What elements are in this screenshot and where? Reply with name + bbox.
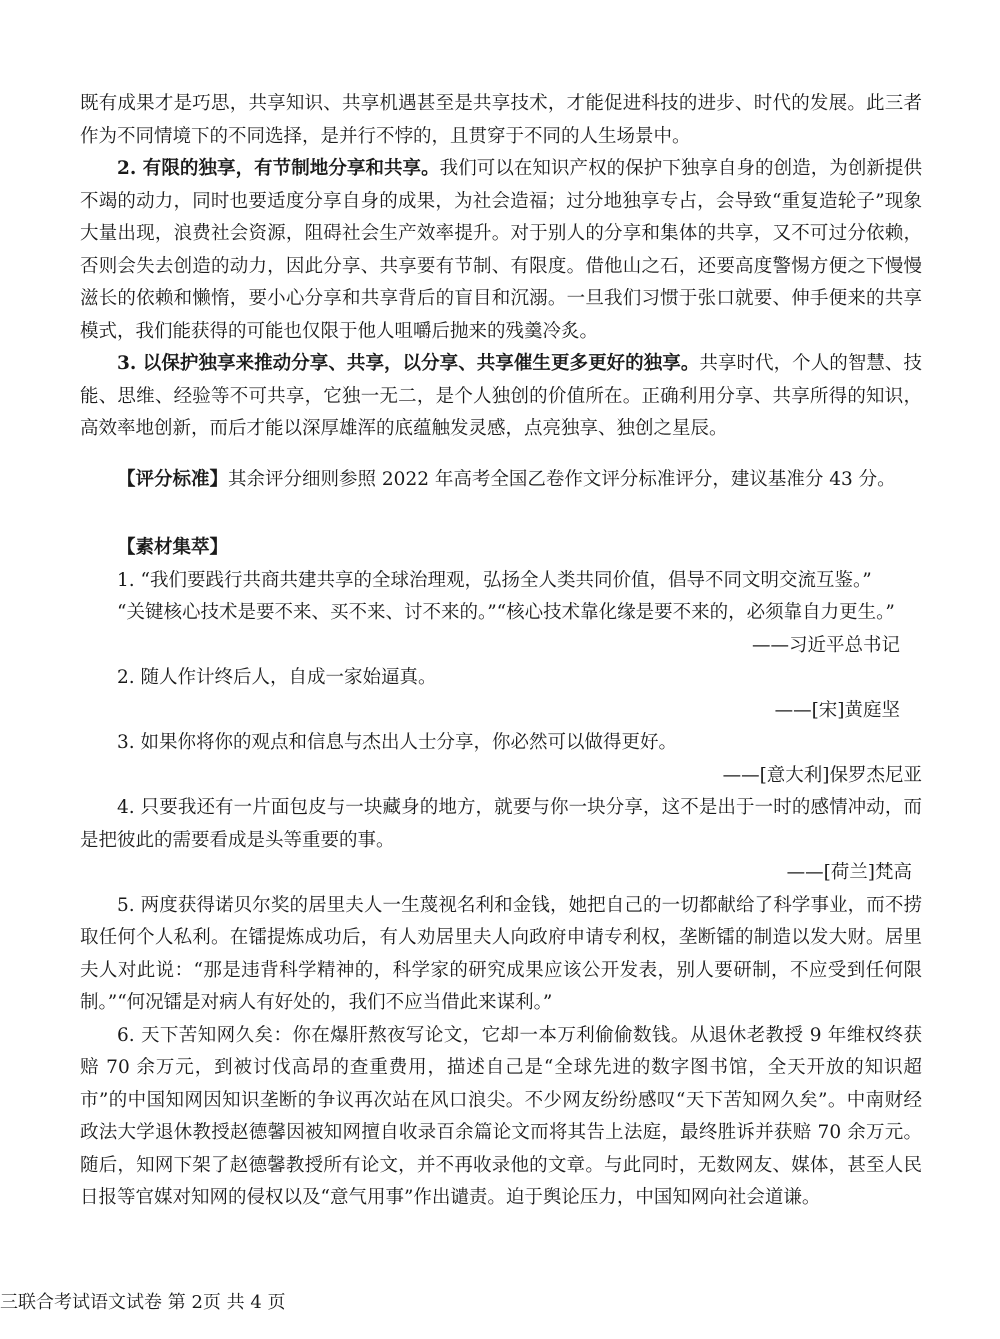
- point-2-heading: 2. 有限的独享，有节制地分享和共享。: [117, 158, 440, 179]
- material-3-text: 3. 如果你将你的观点和信息与杰出人士分享，你必然可以做得更好。: [117, 732, 678, 753]
- scoring-text: 其余评分细则参照 2022 年高考全国乙卷作文评分标准评分，建议基准分 43 分。: [228, 468, 896, 490]
- material-1-attribution: ——习近平总书记: [751, 634, 900, 656]
- point-2-text: 我们可以在知识产权的保护下独享自身的创造，为创新提供不竭的动力，同时也要适度分享自身的成果，为社会造福；过分地独享专占，会导致“重复造轮子”现象大量出现，浪费社会资源，阻碍社会生产效率提升。对于别人的分享和集体的共享，又不可过分依赖，否则会失去创造的动力，因此分享、共享要有节制、有限度。借他山之石，还要高度警惕方便之下慢慢滋长的依赖和懒惰，要小心分享和共享背后的盲目和沉溺。一旦我们习惯于张口就要、伸手便来的共享模式，我们能获得的可能也仅限于他人咀嚼后抛来的残羹冷炙。: [80, 158, 922, 342]
- materials-title: 【素材集萃】: [117, 537, 229, 558]
- material-6-text: 6. 天下苦知网久矣：你在爆肝熬夜写论文，它却一本万利偷偷数钱。从退休老教授 9 年维权终获赔 70 余万元，到被讨伐高昂的查重费用，描述自己是“全球先进的数字图书馆，全天开放的知识超市”的中国知网因知识垄断的争议再次站在风口浪尖。不少网友纷纷感叹“天下苦知网久矣”。中南财经政法大学退休教授赵德馨因被知网擅自收录百余篇论文而将其告上法庭，最终胜诉并获赔 70 余万元。随后，知网下架了赵德馨教授所有论文，并不再收录他的文章。与此同时，无数网友、媒体，甚至人民日报等官媒对知网的侵权以及“意气用事”作出谴责。迫于舆论压力，中国知网向社会道谦。: [80, 1024, 922, 1208]
- material-4-attribution: ——[荷兰]梵高: [786, 862, 912, 883]
- material-3-attribution: ——[意大利]保罗杰尼亚: [722, 764, 922, 786]
- material-1-line-2: “关键核心技术是要不来、买不来、讨不来的。”“核心技术靠化缘是要不来的，必须靠自力更生。”: [117, 602, 895, 623]
- paragraph-point-3: [80, 348, 922, 446]
- paragraph-continuation: 既有成果才是巧思，共享知识、共享机遇甚至是共享技术，才能促进科技的进步、时代的发展。此三者作为不同情境下的不同选择，是并行不悖的，且贯穿于不同的人生场景中。: [80, 93, 922, 147]
- paragraph-point-2: [80, 153, 922, 348]
- page-footer: 三联合考试语文试卷 第 2页 共 4 页: [0, 1292, 286, 1313]
- scoring-label: 【评分标准】: [117, 468, 229, 490]
- scoring-standard: [80, 464, 922, 497]
- point-3-heading: 3. 以保护独享来推动分享、共享，以分享、共享催生更多更好的独享。: [117, 353, 700, 374]
- material-2-attribution: ——[宋]黄庭坚: [774, 699, 900, 721]
- material-1-line-1: 1. “我们要践行共商共建共享的全球治理观，弘扬全人类共同价值，倡导不同文明交流互鉴。”: [117, 569, 872, 591]
- material-5-text: 5. 两度获得诺贝尔奖的居里夫人一生蔑视名利和金钱，她把自己的一切都献给了科学事业，而不捞取任何个人私利。在镭提炼成功后，有人劝居里夫人向政府申请专利权，垄断镭的制造以发大财。居里夫人对此说：“那是违背科学精神的，科学家的研究成果应该公开发表，别人要研制，不应受到任何限制。”“何况镭是对病人有好处的，我们不应当借此来谋利。”: [80, 894, 922, 1013]
- material-4-text: 4. 只要我还有一片面包皮与一块藏身的地方，就要与你一块分享，这不是出于一时的感情冲动，而是把彼此的需要看成是头等重要的事。: [80, 797, 922, 851]
- point-3-text: 共享时代，个人的智慧、技能、思维、经验等不可共享，它独一无二，是个人独创的价值所在。正确利用分享、共享所得的知识，高效率地创新，而后才能以深厚雄浑的底蕴触发灵感，点亮独享、独创之星辰。: [80, 353, 922, 439]
- page-content: [80, 88, 922, 1215]
- material-2-text: 2. 随人作计终后人，自成一家始逼真。: [117, 667, 437, 688]
